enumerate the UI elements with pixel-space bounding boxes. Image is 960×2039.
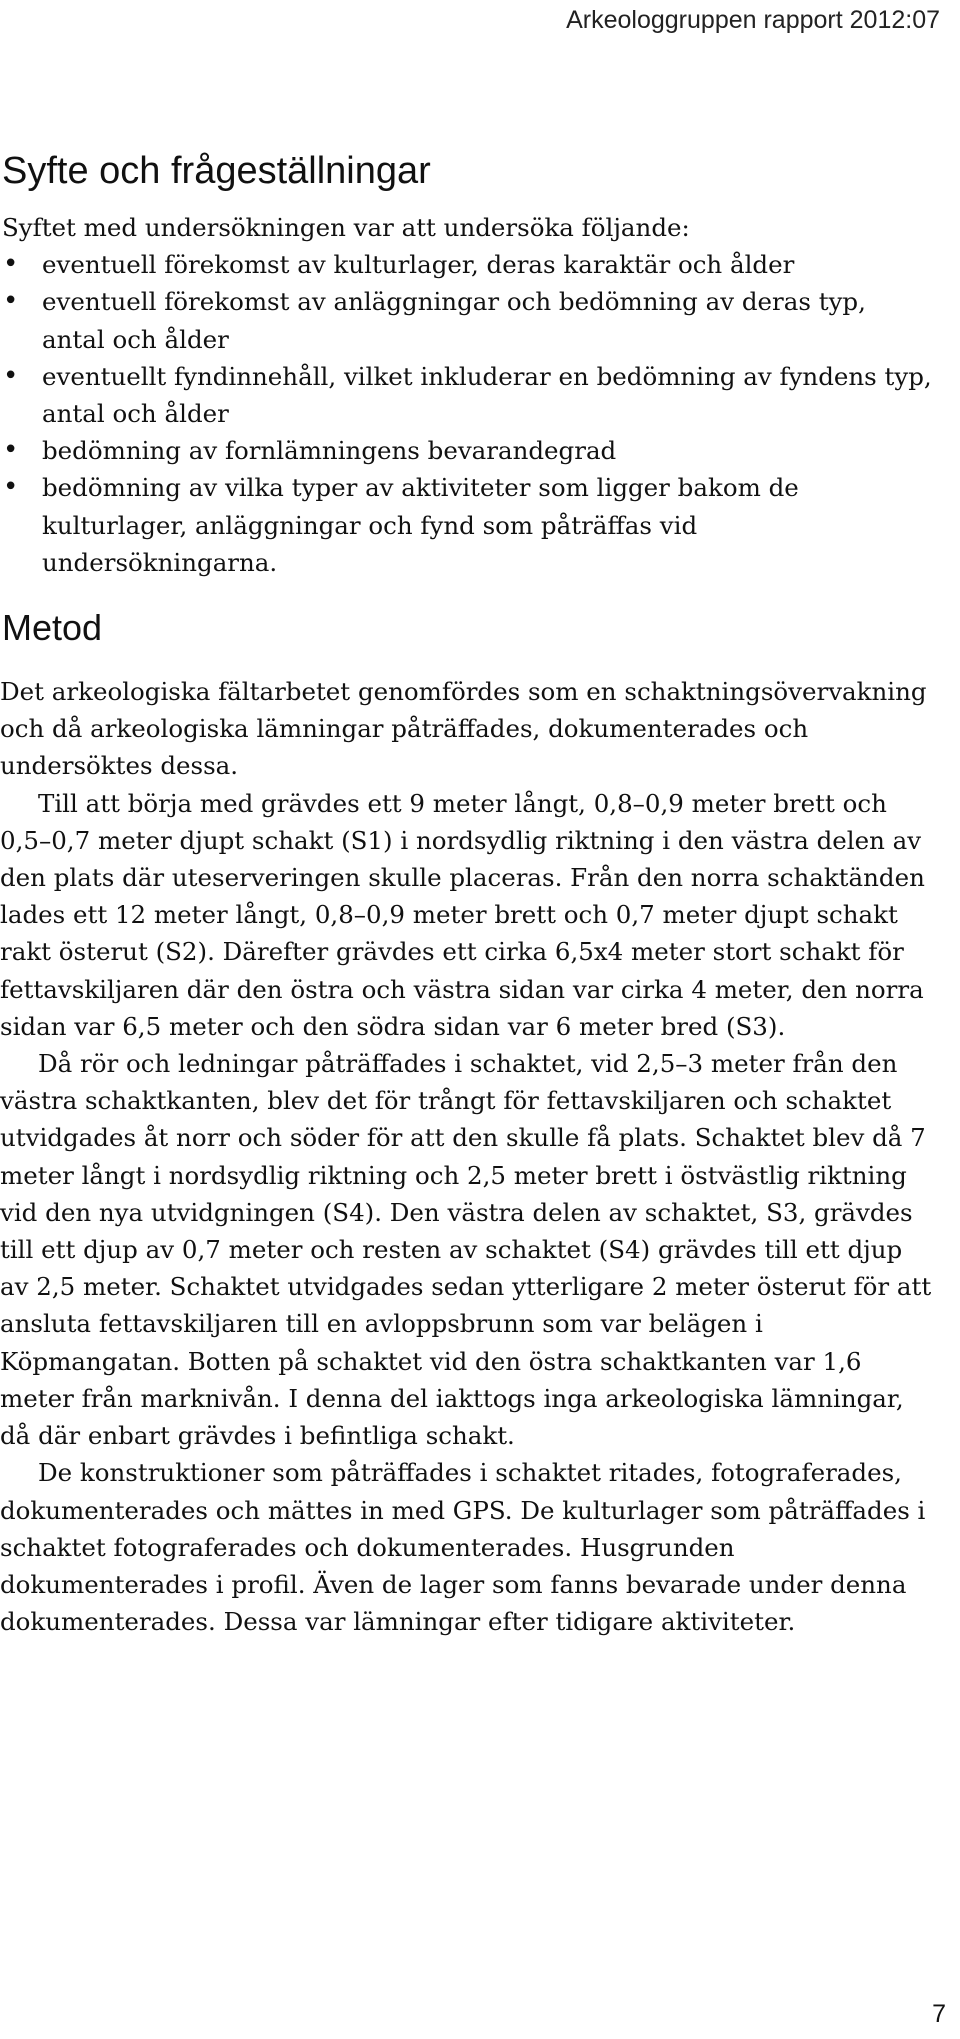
running-header: Arkeologgruppen rapport 2012:07 bbox=[566, 6, 940, 34]
method-paragraph: Till att börja med grävdes ett 9 meter långt, 0,8–0,9 meter brett och 0,5–0,7 meter djupt schakt (S1) i nordsydlig riktning i den västra delen av den plats där uteserveringen skulle placeras. Från den norra schaktänden lades ett 12 meter långt, 0,8–0,9 meter brett och 0,7 meter djupt schakt rakt österut (S2). Därefter grävdes ett cirka 6,5x4 meter stort schakt för fettavskiljaren där den östra och västra sidan var cirka 4 meter, den norra sidan var 6,5 meter och den södra sidan var 6 meter bred (S3). bbox=[0, 788, 925, 1041]
method-paragraph: De konstruktioner som påträffades i schaktet ritades, fotograferades, dokumenterades och mättes in med GPS. De kulturlager som påträffades i schaktet fotograferades och dokumenterades. Husgrunden dokumenterades i profil. Även de lager som fanns bevarade under denna dokumenterades. Dessa var lämningar efter tidigare aktiviteter. bbox=[0, 1458, 926, 1637]
section-title-metod: Metod bbox=[2, 607, 103, 649]
list-item: • bedömning av vilka typer av aktiviteter som ligger bakom de kulturlager, anläggningar och fynd som påträffas vid undersökningarna. bbox=[0, 469, 935, 581]
method-paragraph: Då rör och ledningar påträffades i schaktet, vid 2,5–3 meter från den västra schaktkanten, blev det för trångt för fettavskiljaren och schaktet utvidgades åt norr och söder för att den skulle få plats. Schaktet blev då 7 meter långt i nordsydlig riktning och 2,5 meter brett i östvästlig riktning vid den nya utvidgningen (S4). Den västra delen av schaktet, S3, grävdes till ett djup av 0,7 meter och resten av schaktet (S4) grävdes till ett djup av 2,5 meter. Schaktet utvidgades sedan ytterligare 2 meter österut för att ansluta fettavskiljaren till en avloppsbrunn som var belägen i Köpmangatan. Botten på schaktet vid den östra schaktkanten var 1,6 meter från marknivån. I denna del iakttogs inga arkeologiska lämningar, då där enbart grävdes i befintliga schakt. bbox=[0, 1049, 932, 1451]
list-item: • eventuellt fyndinnehåll, vilket inkluderar en bedömning av fyndens typ, antal och ålder bbox=[0, 358, 935, 432]
page-number: 7 bbox=[932, 2000, 946, 2028]
section-title-syfte: Syfte och frågeställningar bbox=[2, 150, 431, 192]
page-content bbox=[0, 150, 935, 1640]
list-item: • eventuell förekomst av anläggningar och bedömning av deras typ, antal och ålder bbox=[0, 283, 935, 357]
objectives-list bbox=[0, 246, 935, 581]
list-item: • bedömning av fornlämningens bevarandegrad bbox=[0, 432, 935, 469]
method-paragraph: Det arkeologiska fältarbetet genomfördes som en schaktningsövervakning och då arkeologiska lämningar påträffades, dokumenterades och undersöktes dessa. bbox=[0, 677, 927, 781]
list-item: • eventuell förekomst av kulturlager, deras karaktär och ålder bbox=[0, 246, 935, 283]
intro-text: Syftet med undersökningen var att undersöka följande: bbox=[2, 213, 690, 242]
